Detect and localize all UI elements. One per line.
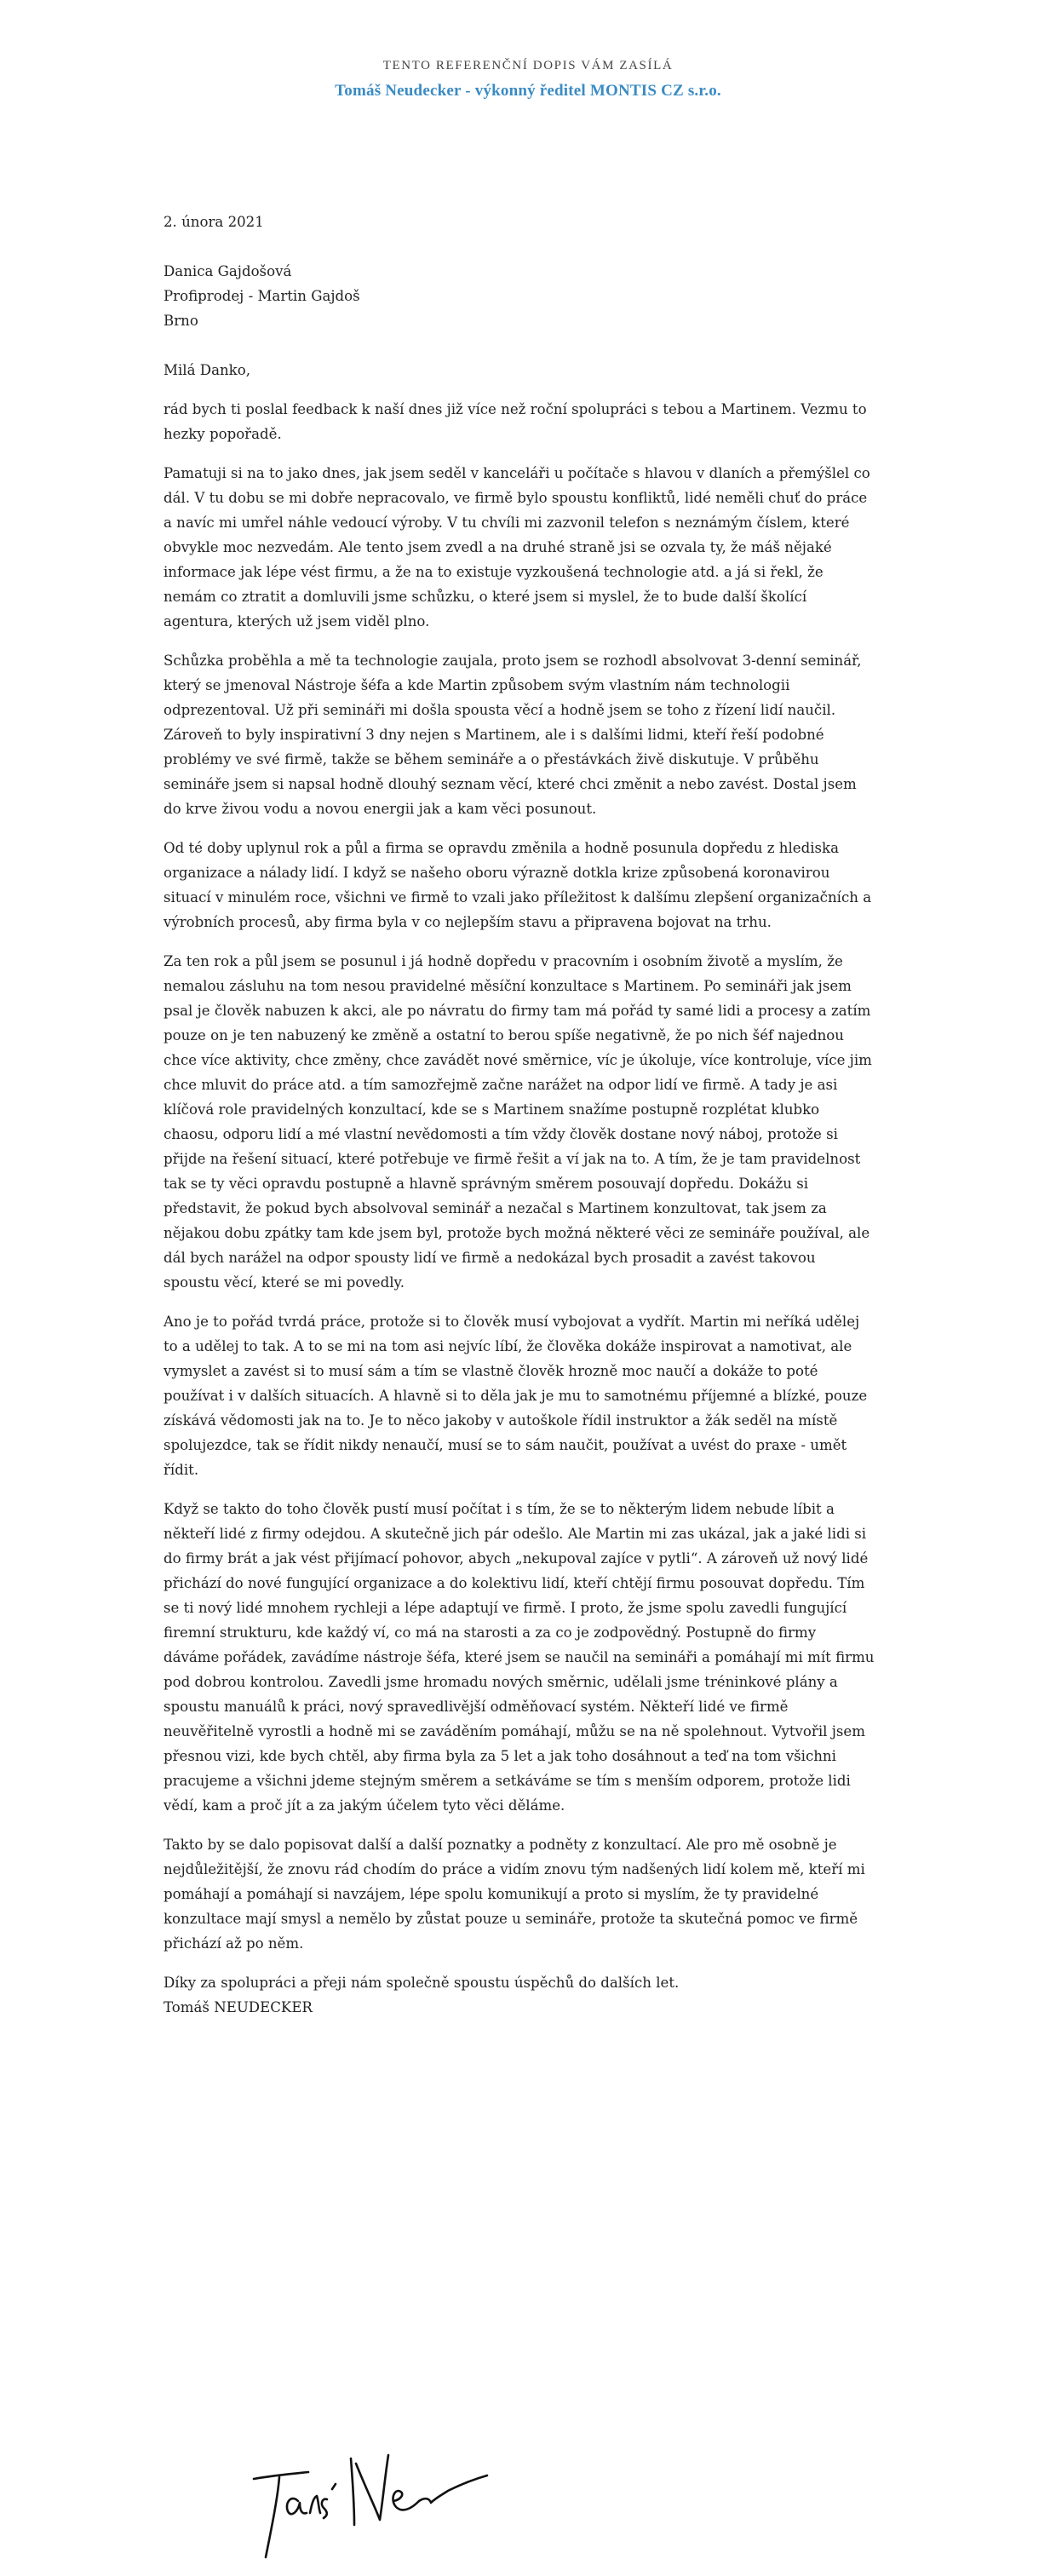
recipient-name: Danica Gajdošová (164, 263, 292, 279)
salutation: Milá Danko, (164, 362, 250, 378)
header-sender: Tomáš Neudecker - výkonný ředitel MONTIS CZ s.r.o. (335, 82, 721, 100)
recipient-address (164, 259, 875, 333)
signature-name: Tomáš NEUDECKER (164, 1999, 313, 2015)
header-kicker: TENTO REFERENČNÍ DOPIS VÁM ZASÍLÁ (382, 59, 674, 72)
paragraph: Takto by se dalo popisovat další a další poznatky a podněty z konzultací. Ale pro mě osobně je nejdůležitější, že znovu rád chodím do práce a vidím znovu tým nadšených lidí kolem mě, kteří mi pomáhají a pomáhají si navzájem, lépe spolu komunikují a proto si myslím, že ty pravidelné konzultace mají smysl a nemělo by zůstat pouze u semináře, protože ta skutečná pomoc ve firmě přichází až po něm. (164, 1837, 865, 1952)
closing-line: Díky za spolupráci a přeji nám společně spoustu úspěchů do dalších let. (164, 1975, 680, 1991)
paragraph: Za ten rok a půl jsem se posunul i já hodně dopředu v pracovním i osobním životě a myslím, že nemalou zásluhu na tom nesou pravidelné měsíční konzultace s Martinem. Po semináři jak jsem psal je člověk nabuzen k akci, ale po návratu do firmy tam má pořád ty samé lidi a procesy a zatím pouze on je ten nabuzený ke změně a ostatní to berou spíše negativně, že po nich šéf najednou chce více aktivity, chce změny, chce zavádět nové směrnice, víc je úkoluje, více kontroluje, více jim chce mluvit do práce atd. a tím samozřejmě začne narážet na odpor lidí ve firmě. A tady je asi klíčová role pravidelných konzultací, kde se s Martinem snažíme postupně rozplétat klubko chaosu, odporu lidí a mé vlastní nevědomosti a tím vždy člověk dostane nový náboj, protože si přijde na řešení situací, které potřebuje ve firmě řešit a ví jak na to. A tím, že je tam pravidelnost tak se ty věci opravdu postupně a hlavně správným směrem posouvají dopředu. Dokážu si představit, že pokud bych absolvoval seminář a nezačal s Martinem konzultovat, tak jsem za nějakou dobu zpátky tam kde jsem byl, protože bych možná některé věci ze semináře používal, ale dál bych narážel na odpor spousty lidí ve firmě a nedokázal bych prosadit a zavést takovou spoustu věcí, které se mi povedly. (164, 953, 872, 1291)
letter-body (164, 210, 875, 2020)
paragraph: Když se takto do toho člověk pustí musí počítat i s tím, že se to některým lidem nebude líbit a někteří lidé z firmy odejdou. A skutečně jich pár odešlo. Ale Martin mi zas ukázal, jak a jaké lidi si do firmy brát a jak vést přijímací pohovor, abych „nekupoval zajíce v pytli“. A zároveň už nový lidé přichází do nové fungující organizace a do kolektivu lidí, kteří chtějí firmu posouvat dopředu. Tím se ti nový lidé mnohem rychleji a lépe adaptují ve firmě. I proto, že jsme spolu zavedli fungující firemní strukturu, kde každý ví, co má na starosti a za co je zodpovědný. Postupně do firmy dáváme pořádek, zavádíme nástroje šéfa, které jsem se naučil na semináři a pomáhají mi mít firmu pod dobrou kontrolou. Zavedli jsme hromadu nových směrnic, udělali jsme tréninkové plány a spoustu manuálů k práci, nový spravedlivější odměňovací systém. Někteří lidé ve firmě neuvěřitelně vyrostli a hodně mi se zaváděním pomáhají, můžu se na ně spolehnout. Vytvořil jsem přesnou vizi, kde bych chtěl, aby firma byla za 5 let a jak toho dosáhnout a teď na tom všichni pracujeme a všichni jdeme stejným směrem a setkáváme se tím s menším odporem, protože lidi vědí, kam a proč jít a za jakým účelem tyto věci děláme. (164, 1501, 875, 1814)
paragraph: Pamatuji si na to jako dnes, jak jsem seděl v kanceláři u počítače s hlavou v dlaních a přemýšlel co dál. V tu dobu se mi dobře nepracovalo, ve firmě bylo spoustu konfliktů, lidé neměli chuť do práce a navíc mi umřel náhle vedoucí výroby. V tu chvíli mi zazvonil telefon s neznámým číslem, které obvykle moc nezvedám. Ale tento jsem zvedl a na druhé straně jsi se ozvala ty, že máš nějaké informace jak lépe vést firmu, a že na to existuje vyzkoušená technologie atd. a já si řekl, že nemám co ztratit a domluvili jsme schůzku, o které jsem si myslel, že to bude další školící agentura, kterých už jsem viděl plno. (164, 465, 870, 630)
letter-date: 2. února 2021 (164, 214, 264, 230)
letter-header (0, 56, 1056, 102)
paragraph: Ano je to pořád tvrdá práce, protože si to člověk musí vybojovat a vydřít. Martin mi neříká udělej to a udělej to tak. A to se mi na tom asi nejvíc líbí, že člověka dokáže inspirovat a namotivat, ale vymyslet a zavést si to musí sám a tím se vlastně člověk hrozně moc naučí a dokáže to poté používat i v dalších situacích. A hlavně si to děla jak je mu to samotnému příjemné a blízké, pouze získává vědomosti jak na to. Je to něco jakoby v autoškole řídil instruktor a žák seděl na místě spolujezdce, tak se řídit nikdy nenaučí, musí se to sám naučit, používat a uvést do praxe - umět řídit. (164, 1314, 868, 1478)
paragraph: Od té doby uplynul rok a půl a firma se opravdu změnila a hodně posunula dopředu z hlediska organizace a nálady lidí. I když se našeho oboru výrazně dotkla krize způsobená koronavirou situací v minulém roce, všichni ve firmě to vzali jako příležitost k dalšímu zlepšení organizačních a výrobních procesů, aby firma byla v co nejlepším stavu a připravena bojovat na trhu. (164, 840, 872, 930)
recipient-company: Profiprodej - Martin Gajdoš (164, 288, 360, 304)
recipient-city: Brno (164, 313, 198, 329)
handwritten-signature (238, 2429, 494, 2574)
paragraph: Schůzka proběhla a mě ta technologie zaujala, proto jsem se rozhodl absolvovat 3-denní seminář, který se jmenoval Nástroje šéfa a kde Martin způsobem svým vlastním nám technologii odprezentoval. Už při semináři mi došla spousta věcí a hodně jsem se toho z řízení lidí naučil. Zároveň to byly inspirativní 3 dny nejen s Martinem, ale i s dalšími lidmi, kteří řeší podobné problémy ve své firmě, takže se během semináře a o přestávkách živě diskutuje. V průběhu semináře jsem si napsal hodně dlouhý seznam věcí, které chci změnit a nebo zavést. Dostal jsem do krve živou vodu a novou energii jak a kam věci posunout. (164, 653, 862, 817)
paragraph: rád bych ti poslal feedback k naší dnes již více než roční spolupráci s tebou a Martinem. Vezmu to hezky popořadě. (164, 401, 867, 442)
